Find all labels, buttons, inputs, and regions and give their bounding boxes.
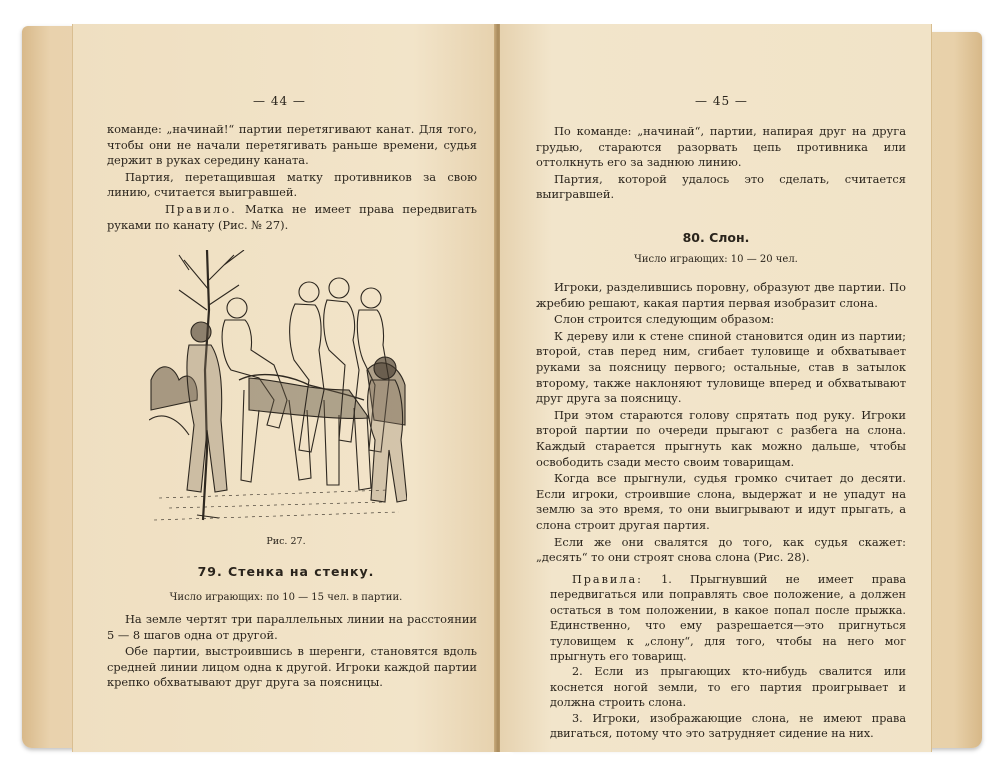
rules-label: Правила:: [572, 573, 643, 586]
paragraph: Когда все прыгнули, судья громко считает до десяти. Если игроки, строившие слона, выдержат и не упадут на землю за это время, то они выигрывают и идут прыгать, а слона строит другая партия.: [536, 471, 906, 532]
rule-item: [550, 572, 906, 664]
paragraph: По команде: „начинай“, партии, напирая друг на друга грудью, стараются разорвать цепь противника или оттолкнуть его за заднюю линию.: [536, 124, 906, 170]
right-body-text: [536, 280, 906, 567]
rule-item: 3. Игроки, изображающие слона, не имеют права двигаться, потому что это затрудняет сидение на них.: [550, 711, 906, 741]
paragraph: Партия, которой удалось это сделать, считается выигравшей.: [536, 171, 906, 202]
paragraph: Слон строится следующим образом:: [554, 312, 775, 327]
rule-text: 1. Прыгнувший не имеет права передвигаться или поправлять свое положение, а должен остаться в том положении, в какое попал после прыжка. Единственно, что ему разрешается—это пригнуться туловищем к „слону“, для того, чтобы на него мог прыгнуть его товарищ.: [550, 573, 906, 664]
illustration-figure-27: [149, 250, 407, 530]
section-heading-79: 79. Стенка на стенку.: [197, 564, 375, 579]
paragraph: Игроки, разделившись поровну, образуют две партии. По жребию решают, какая партия первая изобразит слона.: [536, 280, 906, 310]
paragraph: Если же они свалятся до того, как судья скажет: „десять“ то они строят снова слона (Рис. 28).: [536, 534, 906, 565]
rule-item: 2. Если из прыгающих кто-нибудь свалится или коснется ногой земли, то его партия проигрывает и должна строить слона.: [550, 665, 906, 710]
section-heading-80: 80. Слон.: [682, 230, 750, 245]
figure-caption: Рис. 27.: [266, 536, 306, 547]
rule-label: Правило.: [165, 201, 237, 216]
paragraph: При этом стараются голову спрятать под руку. Игроки второй партии по очереди прыгают с разбега на слона. Каждый старается прыгнуть как можно дальше, чтобы освободить сзади место своим товарищам.: [536, 407, 906, 469]
open-book: [22, 12, 982, 760]
paragraph: Партия, перетащившая матку противников за свою линию, считается выигравшей.: [107, 169, 477, 200]
left-page: [72, 24, 498, 752]
right-page: [500, 24, 932, 752]
rule-text: Матка не имеет права передвигать руками по канату (Рис. № 27).: [107, 201, 477, 232]
paragraph: К дереву или к стене спиной становится один из партии; второй, став перед ним, сгибает туловище и обхватывает руками за поясницу первого; остальные, став в затылок второму, также наклоняют туловище вперед и обхватывают друг друга за поясницу.: [536, 328, 906, 406]
players-count-79: Число играющих: по 10 — 15 чел. в партии.: [169, 592, 403, 603]
paragraph: команде: „начинай!“ партии перетягивают канат. Для того, чтобы они не начали перетягивать раньше времени, судья держит в руках середину каната.: [107, 122, 477, 168]
left-top-text: [107, 122, 477, 234]
right-top-text: [536, 124, 906, 204]
right-page-number: — 45 —: [695, 94, 748, 108]
players-count-80: Число играющих: 10 — 20 чел.: [634, 254, 798, 265]
left-bottom-text: [107, 612, 477, 692]
paragraph: Обе партии, выстроившись в шеренги, становятся вдоль средней линии лицом одна к другой. Игроки каждой партии крепко обхватывают друг друга за поясницы.: [107, 644, 477, 690]
rule-paragraph: [107, 202, 477, 233]
rules-block: [550, 572, 906, 741]
paragraph: На земле чертят три параллельных линии на расстоянии 5 — 8 шагов одна от другой.: [107, 612, 477, 642]
left-page-number: — 44 —: [253, 94, 306, 108]
